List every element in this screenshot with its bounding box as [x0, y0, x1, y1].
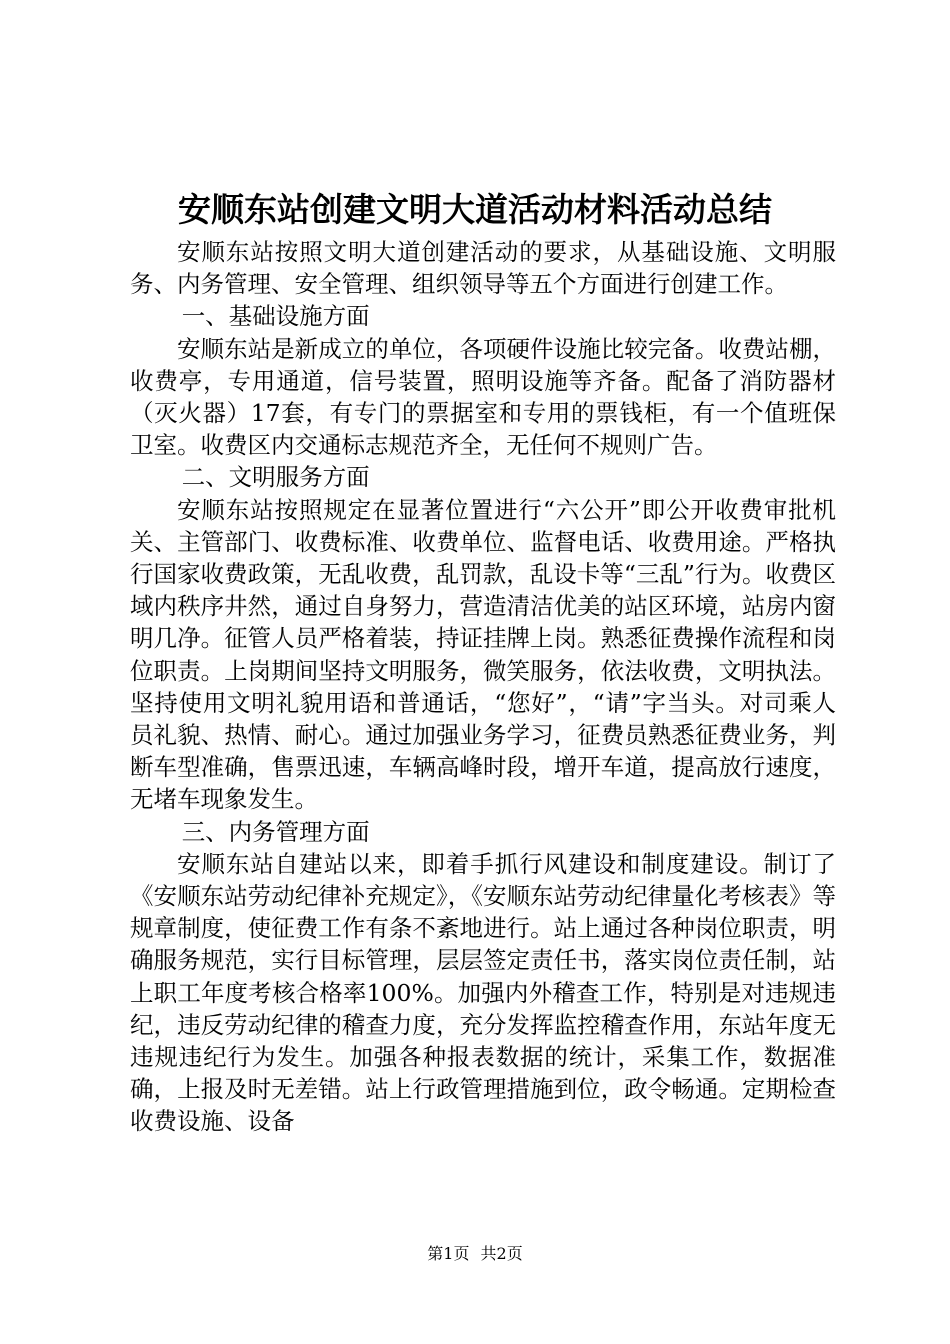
document-title: 安顺东站创建文明大道活动材料活动总结: [178, 190, 772, 229]
section-paragraph-infrastructure: 安顺东站是新成立的单位，各项硬件设施比较完备。收费站棚，收费亭，专用通道，信号装置，照明设施等齐备。配备了消防器材（灭火器）17套，有专门的票据室和专用的票钱柜，有一个值班保卫室。收费区内交通标志规范齐全，无任何不规则广告。: [130, 334, 836, 460]
section-heading-internal-management: 三、内务管理方面: [181, 817, 370, 846]
page-number-current: 第1页: [427, 1244, 470, 1263]
page-footer: [0, 1242, 950, 1266]
section-heading-civil-service: 二、文明服务方面: [181, 463, 370, 492]
intro-paragraph: 安顺东站按照文明大道创建活动的要求，从基础设施、文明服务、内务管理、安全管理、组织领导等五个方面进行创建工作。: [130, 238, 836, 299]
section-paragraph-civil-service: 安顺东站按照规定在显著位置进行“六公开”即公开收费审批机关、主管部门、收费标准、收费单位、监督电话、收费用途。严格执行国家收费政策，无乱收费，乱罚款，乱设卡等“三乱”行为。收费区域内秩序井然，通过自身努力，营造清洁优美的站区环境，站房内窗明几净。征管人员严格着装，持证挂牌上岗。熟悉征费操作流程和岗位职责。上岗期间坚持文明服务，微笑服务，依法收费，文明执法。坚持使用文明礼貌用语和普通话，“您好”，“请”字当头。对司乘人员礼貌、热情、耐心。通过加强业务学习，征费员熟悉征费业务，判断车型准确，售票迅速，车辆高峰时段，增开车道，提高放行速度，无堵车现象发生。: [130, 495, 836, 814]
section-heading-infrastructure: 一、基础设施方面: [181, 302, 370, 331]
section-paragraph-internal-management: 安顺东站自建站以来，即着手抓行风建设和制度建设。制订了《安顺东站劳动纪律补充规定》，《安顺东站劳动纪律量化考核表》等规章制度，使征费工作有条不紊地进行。站上通过各种岗位职责，明确服务规范，实行目标管理，层层签定责任书，落实岗位责任制，站上职工年度考核合格率100%。加强内外稽查工作，特别是对违规违纪，违反劳动纪律的稽查力度，充分发挥监控稽查作用，东站年度无违规违纪行为发生。加强各种报表数据的统计，采集工作，数据准确，上报及时无差错。站上行政管理措施到位，政令畅通。定期检查收费设施、设备: [130, 849, 836, 1136]
document-body: [130, 236, 836, 1138]
page-number-total: 共2页: [480, 1244, 523, 1263]
